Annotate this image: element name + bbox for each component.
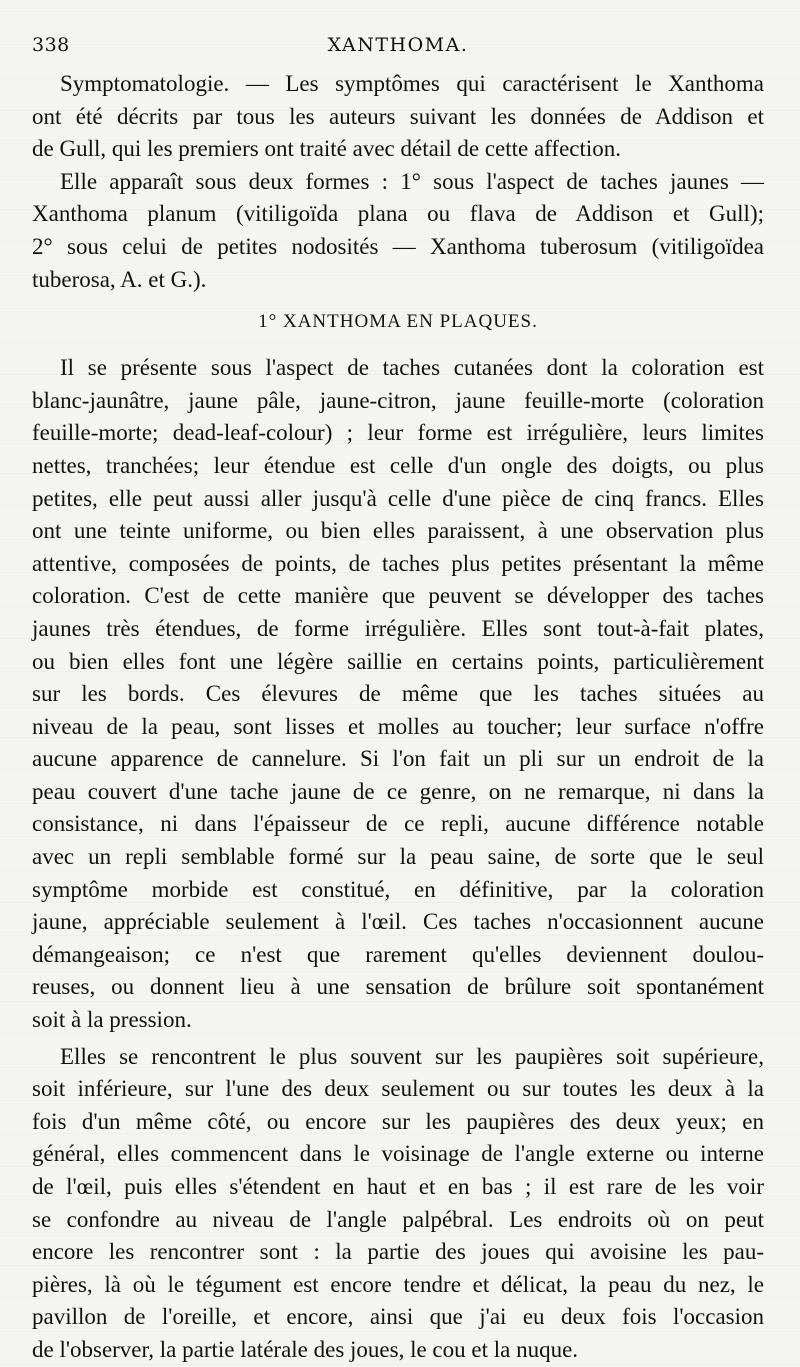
text-line: sur les bords. Ces élevures de même que les taches situées au: [32, 681, 764, 707]
text-line: encore les rencontrer sont : la partie des joues qui avoisine les pau-: [32, 1239, 764, 1265]
text-line: Elle apparaît sous deux formes : 1° sous l'aspect de taches jaunes —: [60, 168, 764, 194]
text-line: pières, là où le tégument est encore tendre et délicat, la peau du nez, le: [32, 1271, 764, 1297]
text-line: symptôme morbide est constitué, en définitive, par la coloration: [32, 876, 764, 902]
text-line: peau couvert d'une tache jaune de ce genre, on ne remarque, ni dans la: [32, 778, 764, 804]
text-line: Il se présente sous l'aspect de taches cutanées dont la coloration est: [60, 355, 764, 381]
text-line: ont été décrits par tous les auteurs suivant les données de Addison et: [32, 103, 764, 129]
text-line: tuberosa, A. et G.).: [32, 266, 207, 292]
paragraph-symptomatology: [32, 68, 764, 166]
text-line: reuses, ou donnent lieu à une sensation de brûlure soit spontanément: [32, 974, 764, 1000]
text-line: général, elles commencent dans le voisinage de l'angle externe ou interne: [32, 1141, 764, 1167]
text-line: soit à la pression.: [32, 1007, 192, 1033]
text-line: Symptomatologie. — Les symptômes qui caractérisent le Xanthoma: [60, 71, 764, 96]
text-line: démangeaison; ce n'est que rarement qu'elles deviennent doulou-: [32, 941, 764, 967]
text-line: soit inférieure, sur l'une des deux seulement ou sur toutes les deux à la: [32, 1076, 764, 1102]
text-line: pavillon de l'oreille, et encore, ainsi que j'ai eu deux fois l'occasion: [32, 1304, 764, 1330]
text-line: feuille-morte; dead-leaf-colour) ; leur forme est irrégulière, leurs limites: [32, 420, 764, 446]
text-line: fois d'un même côté, ou encore sur les paupières des deux yeux; en: [32, 1108, 764, 1134]
text-line: nettes, tranchées; leur étendue est celle d'un ongle des doigts, ou plus: [32, 452, 764, 478]
paragraph-locations: [32, 1041, 764, 1367]
text-line: ont une teinte uniforme, ou bien elles paraissent, à une observation plus: [32, 518, 764, 544]
text-line: consistance, ni dans l'épaisseur de ce repli, aucune différence notable: [32, 811, 764, 837]
text-line: de l'observer, la partie latérale des joues, le cou et la nuque.: [32, 1336, 579, 1362]
text-line: jaune, appréciable seulement à l'œil. Ces taches n'occasionnent aucune: [32, 909, 764, 935]
text-line: niveau de la peau, sont lisses et molles au toucher; leur surface n'offre: [32, 713, 764, 739]
text-line: jaunes très étendues, de forme irrégulière. Elles sont tout-à-fait plates,: [32, 615, 764, 641]
text-line: Xanthoma planum (vitiligoïda plana ou flava de Addison et Gull);: [32, 201, 764, 227]
text-line: ou bien elles font une légère saillie en certains points, particulièrement: [32, 648, 764, 674]
text-line: de Gull, qui les premiers ont traité avec détail de cette affection.: [32, 136, 622, 162]
text-line: avec un repli semblable formé sur la peau saine, de sorte que le seul: [32, 844, 764, 870]
page-number: 338: [32, 34, 70, 56]
running-title: XANTHOMA.: [327, 34, 469, 56]
section-heading: 1° XANTHOMA EN PLAQUES.: [258, 311, 538, 333]
text-line: aucune apparence de cannelure. Si l'on fait un pli sur un endroit de la: [32, 746, 764, 772]
text-line: petites, elle peut aussi aller jusqu'à celle d'une pièce de cinq francs. Elles: [32, 485, 764, 511]
text-line: attentive, composées de points, de taches plus petites présentant la même: [32, 550, 764, 576]
text-line: blanc-jaunâtre, jaune pâle, jaune-citron, jaune feuille-morte (coloration: [32, 387, 764, 413]
paragraph-forms: [32, 166, 764, 296]
text-line: coloration. C'est de cette manière que peuvent se développer des taches: [32, 583, 764, 609]
text-line: de l'œil, puis elles s'étendent en haut et en bas ; il est rare de les voir: [32, 1174, 764, 1199]
paragraph-description: [32, 352, 764, 1036]
text-line: 2° sous celui de petites nodosités — Xanthoma tuberosum (vitiligoïdea: [32, 233, 764, 259]
text-line: Elles se rencontrent le plus souvent sur les paupières soit supérieure,: [60, 1043, 764, 1069]
text-line: se confondre au niveau de l'angle palpébral. Les endroits où on peut: [32, 1206, 764, 1232]
page-header: [32, 28, 764, 66]
